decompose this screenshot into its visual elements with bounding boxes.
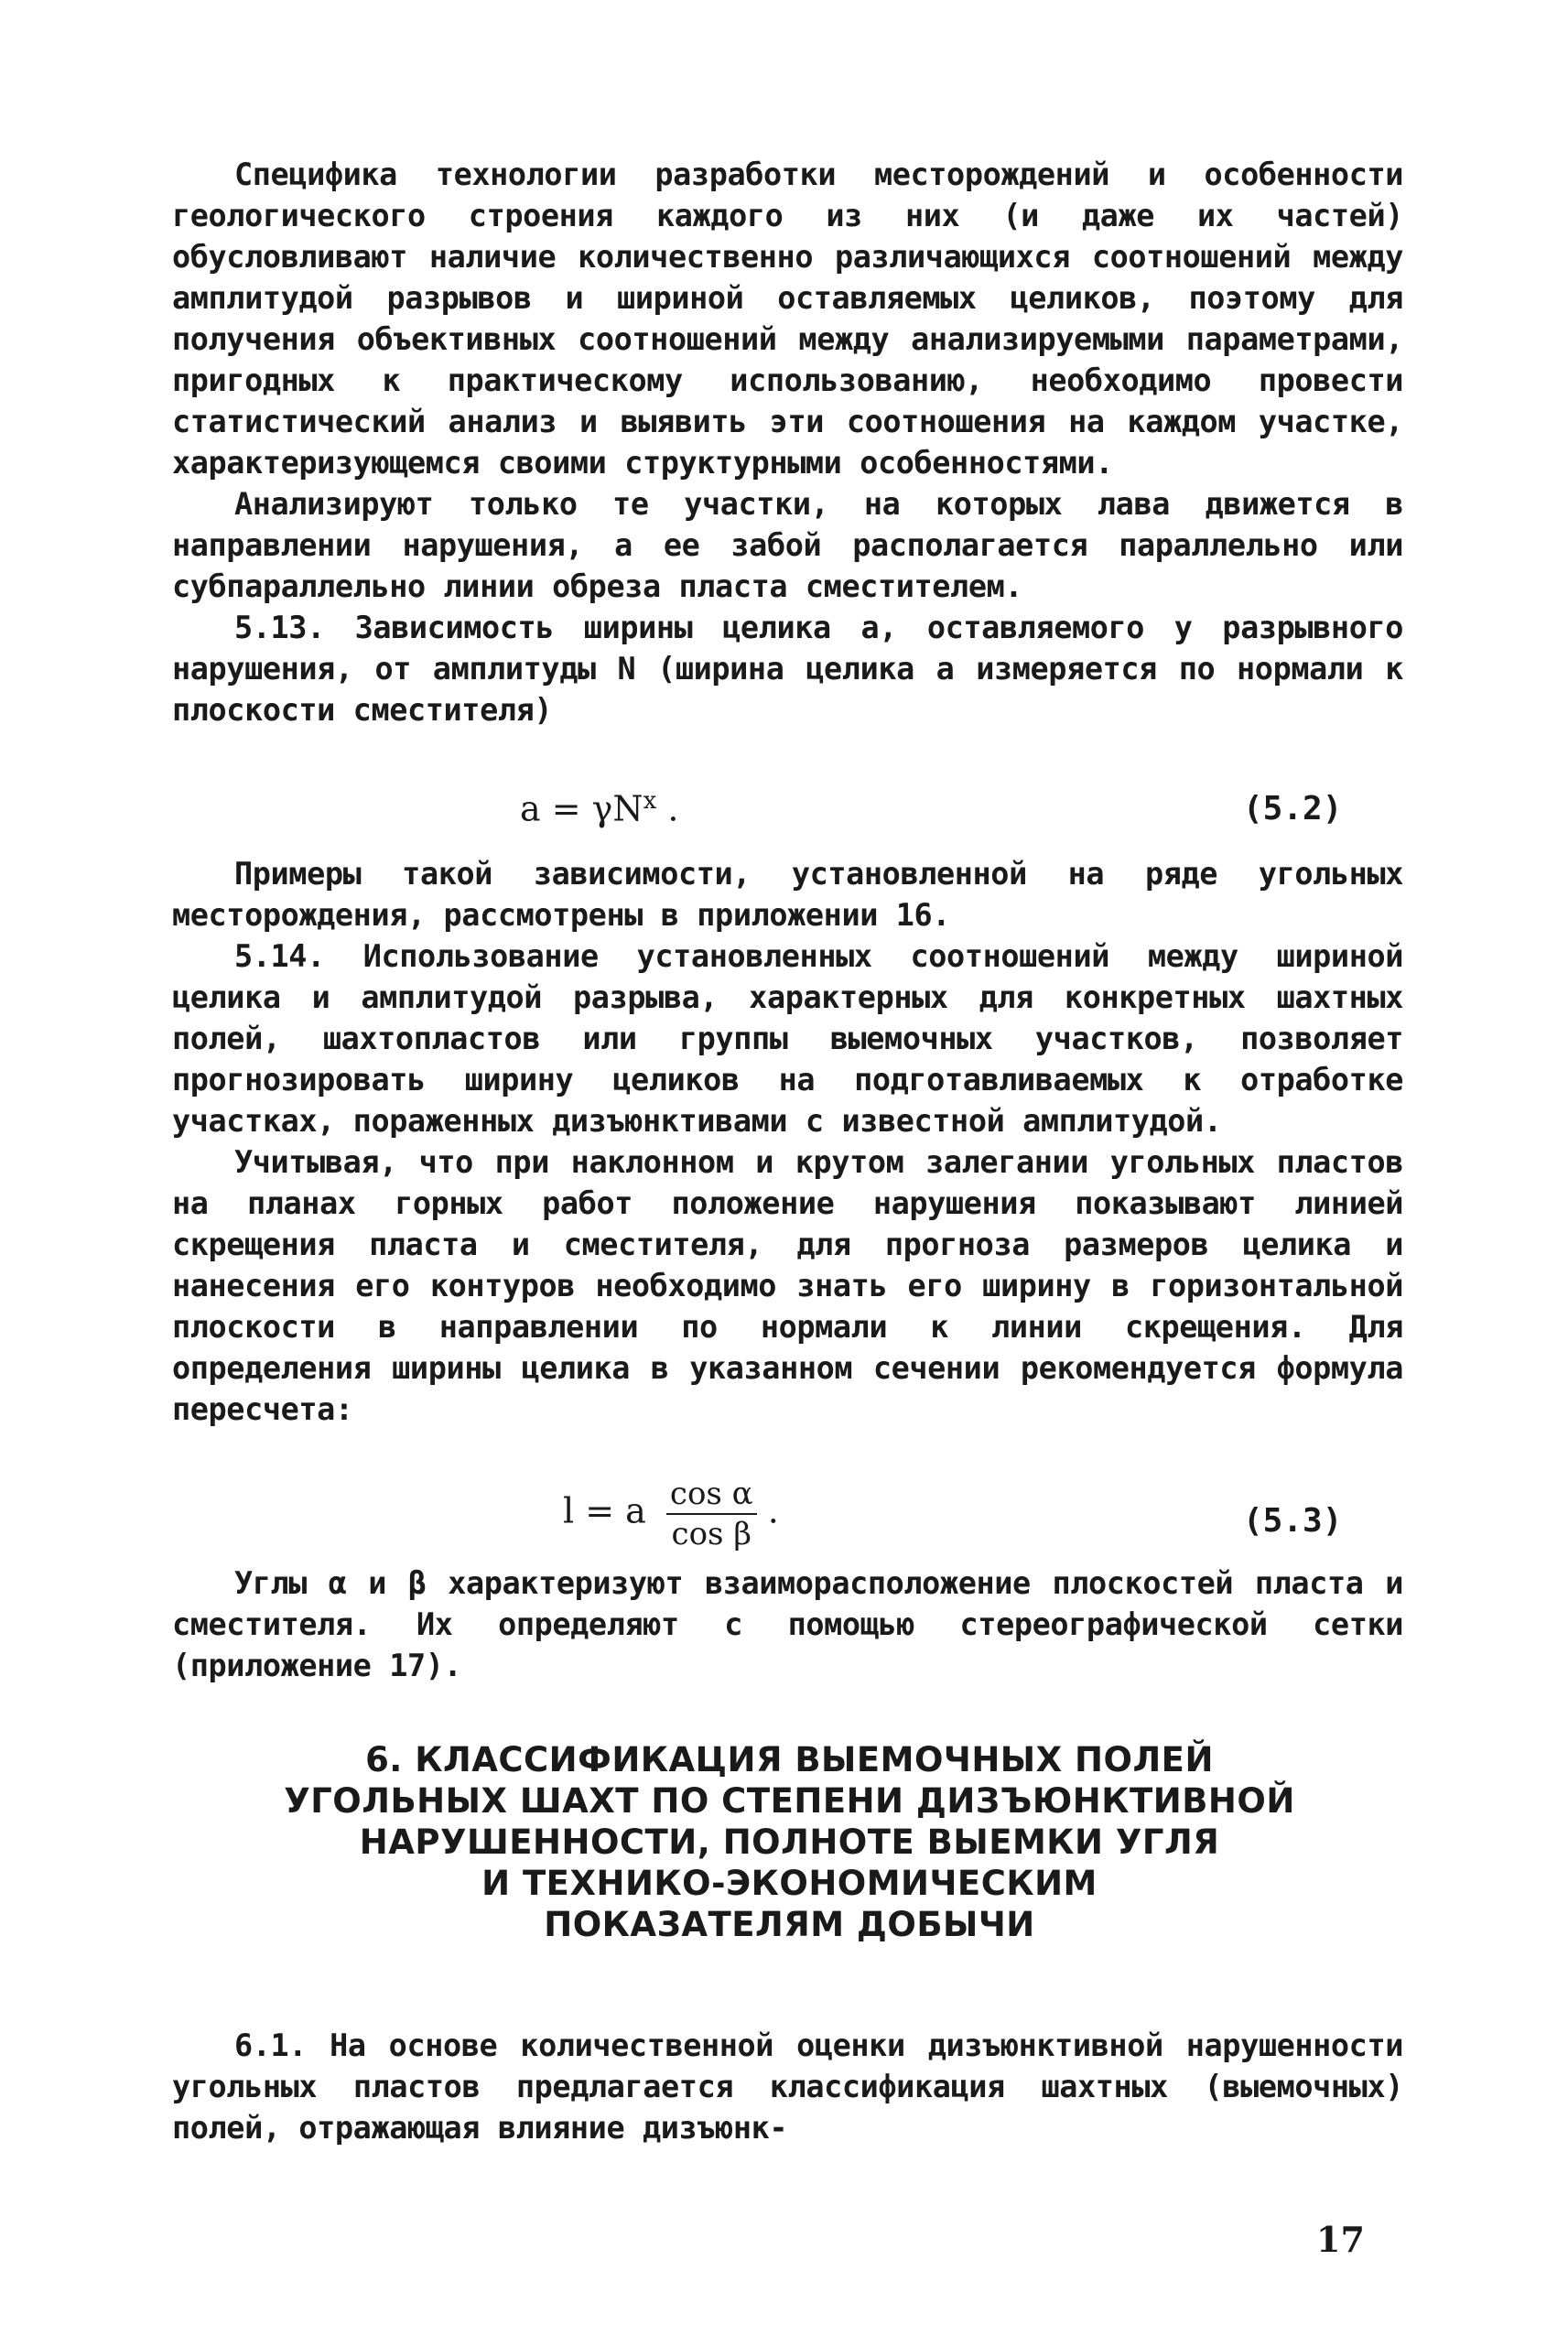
formula-fraction [666, 1478, 757, 1550]
formula-expression: a = γN [520, 788, 643, 829]
equation-number: (5.2) [1243, 790, 1343, 827]
formula-tail: . [767, 1490, 779, 1531]
heading-line: УГОЛЬНЫХ ШАХТ ПО СТЕПЕНИ ДИЗЪЮНКТИВНОЙ [284, 1781, 1295, 1821]
text-block-section-6 [172, 2025, 1403, 2148]
section-heading [174, 1739, 1405, 1945]
formula-5-3 [563, 1478, 779, 1550]
paragraph: Анализируют только те участки, на которых лава движется в направлении нарушения, а ее забой располагается параллельно или субпараллельно линии обреза пласта сместителем. [172, 486, 1403, 604]
formula-exponent: x [643, 787, 657, 815]
paragraph: Углы α и β характеризуют взаиморасположение плоскостей пласта и сместителя. Их определяют с помощью стереографической сетки (приложение 17). [172, 1565, 1403, 1683]
text-block-intro [172, 154, 1403, 730]
text-block-main [172, 853, 1403, 1430]
formula-lhs: l = a [563, 1490, 646, 1531]
paragraph: Специфика технологии разработки месторождений и особенности геологического строения каждого из них (и даже их частей) обусловливают наличие количественно различающихся соотношений между амплитудой разрывов и шириной оставляемых целиков, поэтому для получения объективных соотношений между анализируемыми параметрами, пригодных к практическому использованию, необходимо провести статистический анализ и выявить эти соотношения на каждом участке, характеризующемся своими структурными особенностями. [172, 157, 1403, 481]
page-number: 17 [1316, 2219, 1365, 2260]
heading-line: И ТЕХНИКО-ЭКОНОМИЧЕСКИМ [481, 1864, 1098, 1903]
heading-line: ПОКАЗАТЕЛЯМ ДОБЫЧИ [544, 1905, 1035, 1944]
fraction-numerator: cos α [669, 1476, 753, 1512]
formula-tail: . [656, 788, 679, 829]
text-block-angles [172, 1563, 1403, 1686]
fraction-denominator: cos β [671, 1516, 752, 1552]
equation-number: (5.3) [1243, 1502, 1343, 1540]
formula-5-2 [520, 789, 678, 827]
paragraph: Примеры такой зависимости, установленной на ряде угольных месторождения, рассмотрены в приложении 16. [172, 856, 1403, 933]
paragraph: 5.14. Использование установленных соотношений между шириной целика и амплитудой разрыва, характерных для конкретных шахтных полей, шахтопластов или группы выемочных участков, позволяет прогнозировать ширину целиков на подготавливаемых к отработке участках, пораженных дизъюнктивами с известной амплитудой. [172, 938, 1403, 1139]
paragraph: 5.13. Зависимость ширины целика a, оставляемого у разрывного нарушения, от амплитуды N (ширина целика a измеряется по нормали к плоскости сместителя) [172, 610, 1403, 728]
paragraph: Учитывая, что при наклонном и крутом залегании угольных пластов на планах горных работ положение нарушения показывают линией скрещения пласта и сместителя, для прогноза размеров целика и нанесения его контуров необходимо знать его ширину в горизонтальной плоскости в направлении по нормали к линии скрещения. Для определения ширины целика в указанном сечении рекомендуется формула пересчета: [172, 1144, 1403, 1427]
heading-line: 6. КЛАССИФИКАЦИЯ ВЫЕМОЧНЫХ ПОЛЕЙ [365, 1740, 1214, 1779]
heading-line: НАРУШЕННОСТИ, ПОЛНОТЕ ВЫЕМКИ УГЛЯ [359, 1822, 1220, 1862]
paragraph: 6.1. На основе количественной оценки дизъюнктивной нарушенности угольных пластов предлагается классификация шахтных (выемочных) полей, отражающая влияние дизъюнк- [172, 2028, 1403, 2146]
